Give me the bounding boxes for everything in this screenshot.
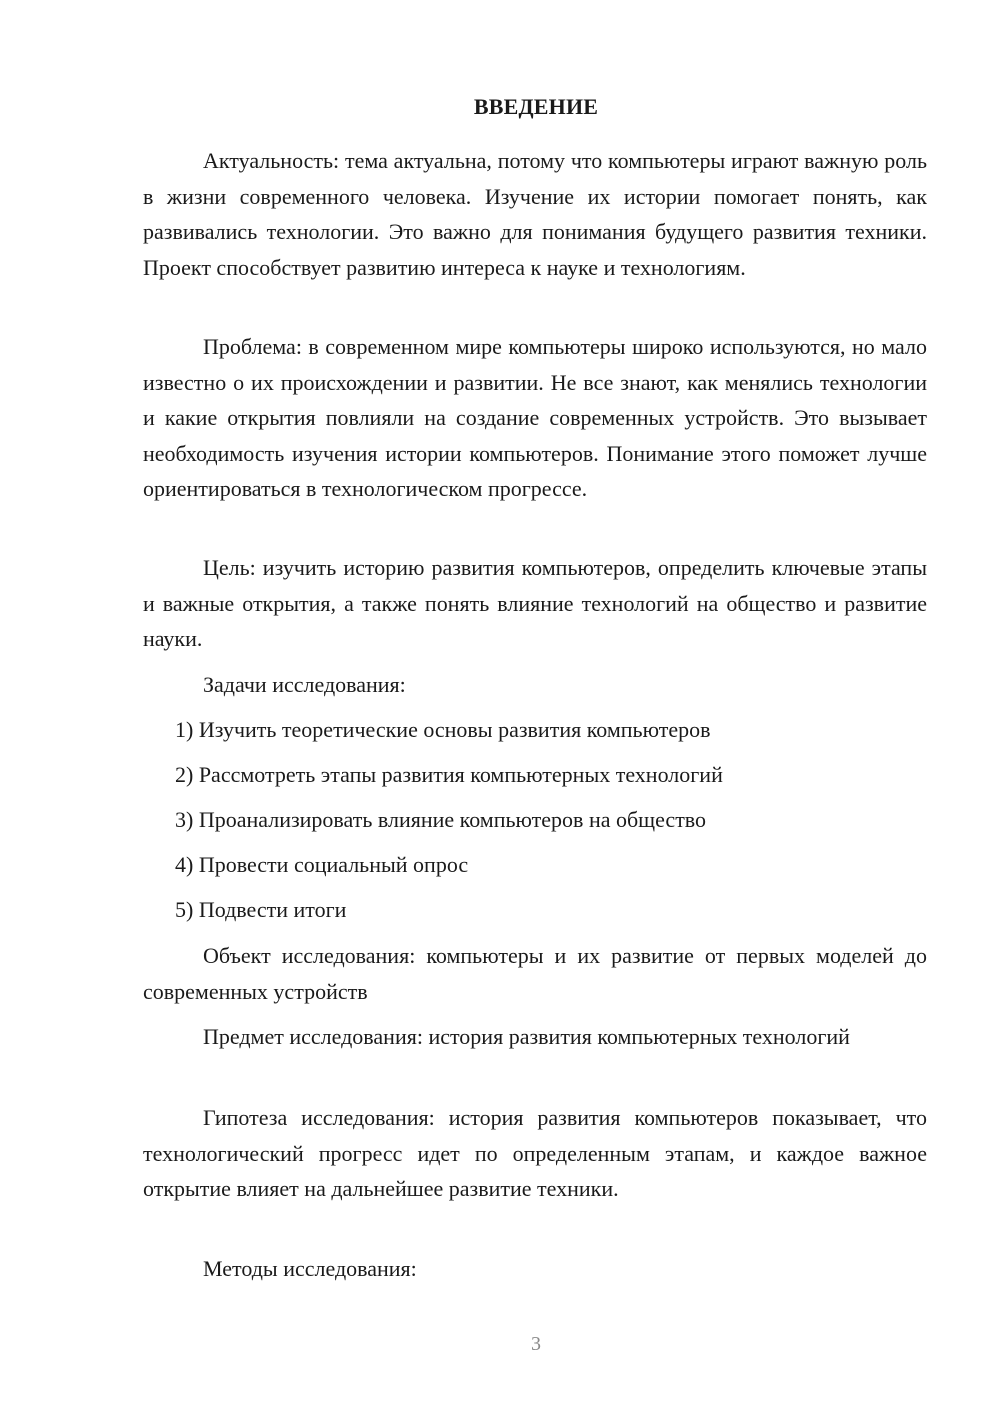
task-item-5: 5) Подвести итоги xyxy=(175,897,347,922)
paragraph-relevance: Актуальность: тема актуальна, потому что компьютеры играют важную роль в жизни современного человека. Изучение их истории помогает понять, как развивались технологии. Это важно для понимания будущего развития техники. Проект способствует развитию интереса к науке и технологиям. xyxy=(143,148,927,280)
task-item-4: 4) Провести социальный опрос xyxy=(175,852,469,877)
methods-heading: Методы исследования: xyxy=(203,1256,417,1281)
paragraph-object: Объект исследования: компьютеры и их развитие от первых моделей до современных устройств xyxy=(143,943,927,1004)
paragraph-goal: Цель: изучить историю развития компьютеров, определить ключевые этапы и важные открытия, а также понять влияние технологий на общество и развитие науки. xyxy=(143,555,927,651)
paragraph-problem: Проблема: в современном мире компьютеры широко используются, но мало известно о их происхождении и развитии. Не все знают, как менялись технологии и какие открытия повлияли на создание современных устройств. Это вызывает необходимость изучения истории компьютеров. Понимание этого поможет лучше ориентироваться в технологическом прогрессе. xyxy=(143,334,927,501)
paragraph-subject: Предмет исследования: история развития компьютерных технологий xyxy=(203,1024,850,1049)
task-item-2: 2) Рассмотреть этапы развития компьютерных технологий xyxy=(175,762,723,787)
page-title: ВВЕДЕНИЕ xyxy=(473,94,599,119)
task-item-3: 3) Проанализировать влияние компьютеров на общество xyxy=(175,807,707,832)
paragraph-hypothesis: Гипотеза исследования: история развития компьютеров показывает, что технологический прогресс идет по определенным этапам, и каждое важное открытие влияет на дальнейшее развитие техники. xyxy=(143,1105,927,1201)
page-number: 3 xyxy=(531,1333,541,1355)
task-item-1: 1) Изучить теоретические основы развития компьютеров xyxy=(175,717,711,742)
tasks-heading: Задачи исследования: xyxy=(203,672,406,697)
